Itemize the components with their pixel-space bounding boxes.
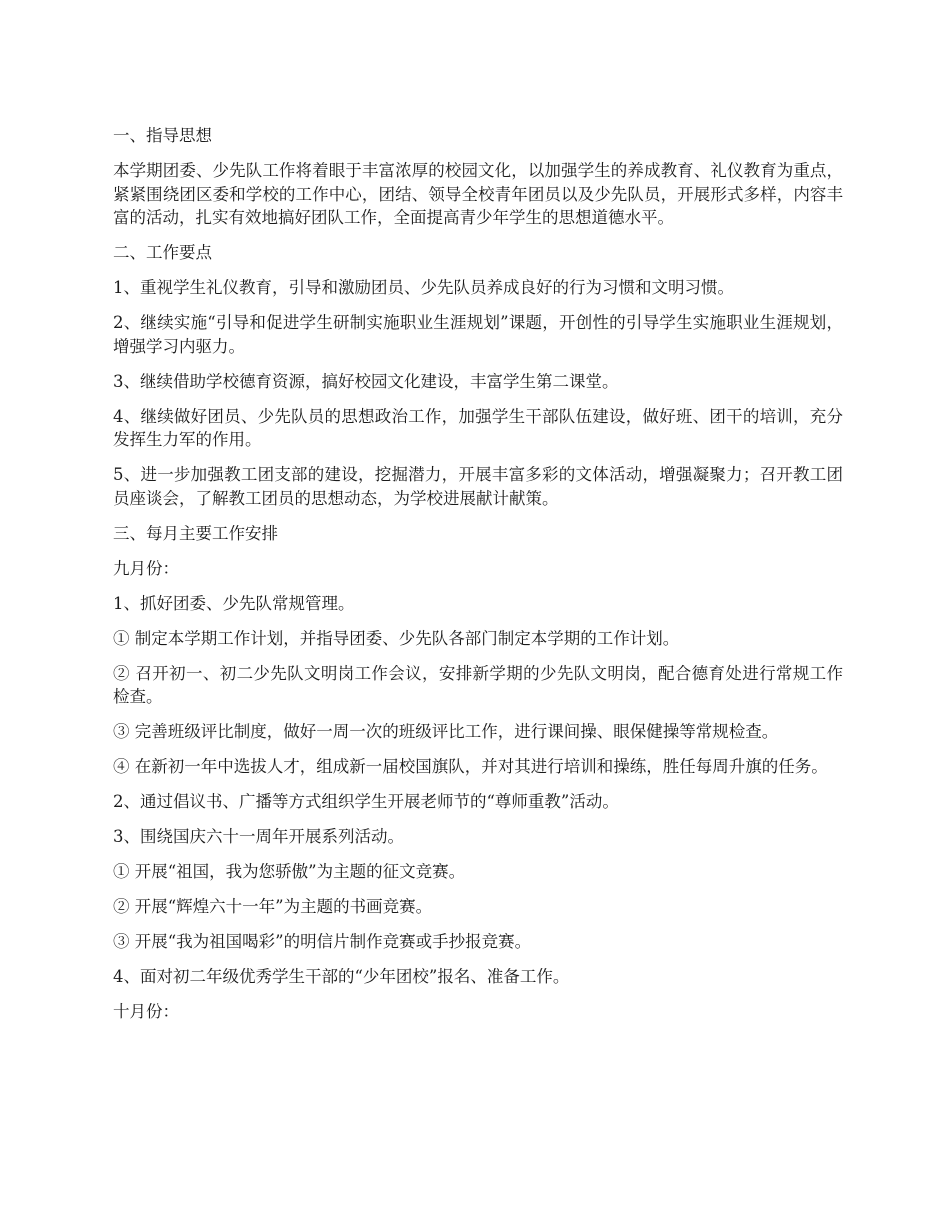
work-point-4: 4、继续做好团员、少先队员的思想政治工作，加强学生干部队伍建设，做好班、团干的培训，充分发挥生力军的作用。 [113, 406, 843, 449]
september-item-1-sub-1: ① 制定本学期工作计划，并指导团委、少先队各部门制定本学期的工作计划。 [113, 628, 680, 648]
september-item-1-sub-4: ④ 在新初一年中选拔人才，组成新一届校国旗队，并对其进行培训和操练，胜任每周升旗的任务。 [113, 757, 828, 776]
work-point-2: 2、继续实施“引导和促进学生研制实施职业生涯规划”课题，开创性的引导学生实施职业生涯规划，增强学习内驱力。 [113, 313, 843, 356]
september-item-1: 1、抓好团委、少先队常规管理。 [113, 593, 355, 613]
section-heading-guiding-ideology: 一、指导思想 [113, 126, 212, 145]
month-heading-october: 十月份： [113, 1002, 179, 1021]
work-point-3: 3、继续借助学校德育资源，搞好校园文化建设，丰富学生第二课堂。 [113, 371, 619, 391]
work-point-1: 1、重视学生礼仪教育，引导和激励团员、少先队员养成良好的行为习惯和文明习惯。 [113, 278, 734, 297]
section-heading-work-points: 二、工作要点 [113, 243, 212, 262]
september-item-4: 4、面对初二年级优秀学生干部的“少年团校”报名、准备工作。 [113, 967, 570, 986]
september-item-3-sub-1: ① 开展“祖国，我为您骄傲”为主题的征文竞赛。 [113, 862, 466, 881]
september-item-2: 2、通过倡议书、广播等方式组织学生开展老师节的“尊师重教”活动。 [113, 792, 619, 811]
guiding-ideology-paragraph: 本学期团委、少先队工作将着眼于丰富浓厚的校园文化，以加强学生的养成教育、礼仪教育为重点，紧紧围绕团区委和学校的工作中心，团结、领导全校青年团员以及少先队员，开展形式多样，内容丰富的活动，扎实有效地搞好团队工作，全面提高青少年学生的思想道德水平。 [113, 161, 843, 227]
section-heading-monthly-plan: 三、每月主要工作安排 [113, 523, 278, 543]
september-item-1-sub-2: ② 召开初一、初二少先队文明岗工作会议，安排新学期的少先队文明岗，配合德育处进行常规工作检查。 [113, 663, 843, 706]
september-item-3-sub-2: ② 开展“辉煌六十一年”为主题的书画竞赛。 [113, 897, 433, 916]
document-page [113, 124, 843, 1035]
september-item-3: 3、围绕国庆六十一周年开展系列活动。 [113, 827, 404, 846]
month-heading-september: 九月份： [113, 558, 179, 578]
september-item-3-sub-3: ③ 开展“我为祖国喝彩”的明信片制作竞赛或手抄报竞赛。 [113, 932, 532, 951]
september-item-1-sub-3: ③ 完善班级评比制度，做好一周一次的班级评比工作，进行课间操、眼保健操等常规检查。 [113, 722, 779, 741]
work-point-5: 5、进一步加强教工团支部的建设，挖掘潜力，开展丰富多彩的文体活动，增强凝聚力；召开教工团员座谈会，了解教工团员的思想动态，为学校进展献计献策。 [113, 465, 843, 508]
